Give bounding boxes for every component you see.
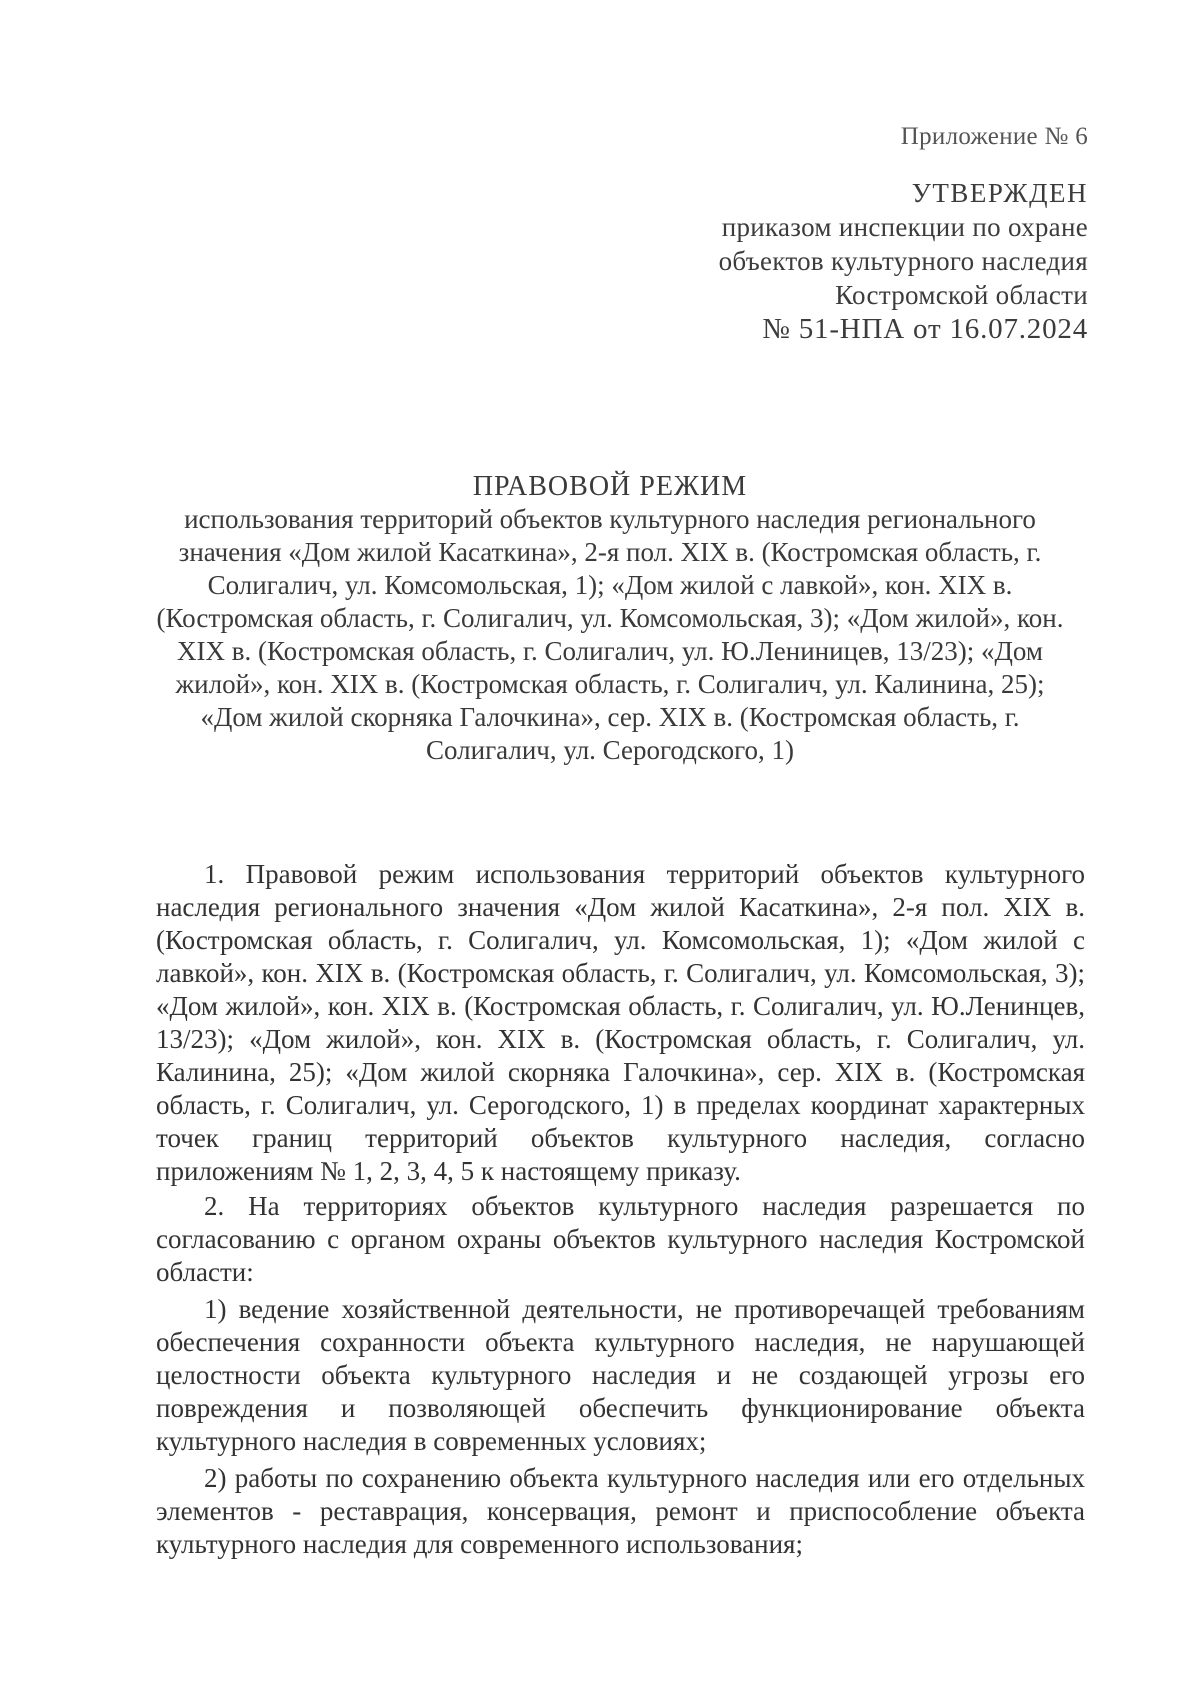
list-item-2: 2) работы по сохранению объекта культурного наследия или его отдельных элементов - реставрация, консервация, ремонт и приспособление объекта культурного наследия для современного использования; [156, 1463, 1085, 1559]
approval-block [568, 120, 1088, 346]
list-item-1: 1) ведение хозяйственной деятельности, не противоречащей требованиям обеспечения сохранности объекта культурного наследия, не нарушающей целостности объекта культурного наследия и не создающей угрозы его повреждения и позволяющей обеспечить функционирование объекта культурного наследия в современных условиях; [156, 1294, 1085, 1456]
paragraph-2: 2. На территориях объектов культурного наследия разрешается по согласованию с органом охраны объектов культурного наследия Костромской области: [156, 1191, 1085, 1287]
document-subtitle: использования территорий объектов культурного наследия регионального значения «Дом жилой Касаткина», 2-я пол. XIX в. (Костромская область, г. Солигалич, ул. Комсомольская, 1); «Дом жилой с лавкой», кон. XIX в. (Костромская область, г. Солигалич, ул. Комсомольская, 3); «Дом жилой», кон. XIX в. (Костромская область, г. Солигалич, ул. Ю.Лениницев, 13/23); «Дом жилой», кон. XIX в. (Костромская область, г. Солигалич, ул. Калинина, 25); «Дом жилой скорняка Галочкина», сер. XIX в. (Костромская область, г. Солигалич, ул. Серогодского, 1) [156, 504, 1064, 765]
paragraph-1: 1. Правовой режим использования территорий объектов культурного наследия регионального значения «Дом жилой Касаткина», 2-я пол. XIX в. (Костромская область, г. Солигалич, ул. Комсомольская, 1); «Дом жилой с лавкой», кон. XIX в. (Костромская область, г. Солигалич, ул. Комсомольская, 3); «Дом жилой», кон. XIX в. (Костромская область, г. Солигалич, ул. Ю.Ленинцев, 13/23); «Дом жилой», кон. XIX в. (Костромская область, г. Солигалич, ул. Калинина, 25); «Дом жилой скорняка Галочкина», сер. XIX в. (Костромская область, г. Солигалич, ул. Серогодского, 1) в пределах координат характерных точек границ территорий объектов культурного наследия, согласно приложениям № 1, 2, 3, 4, 5 к настоящему приказу. [156, 859, 1085, 1186]
document-title-block [150, 470, 1070, 767]
approved-by-line-3: Костромской области [835, 280, 1088, 310]
approved-by-line-1: приказом инспекции по охране [721, 212, 1088, 242]
appendix-number: Приложение № 6 [900, 123, 1088, 150]
document-body [156, 858, 1085, 1561]
order-number: № 51-НПА от 16.07.2024 [762, 313, 1088, 345]
approved-by-line-2: объектов культурного наследия [718, 246, 1088, 276]
document-heading: ПРАВОВОЙ РЕЖИМ [472, 471, 748, 502]
approved-label: УТВЕРЖДЕН [911, 178, 1088, 208]
